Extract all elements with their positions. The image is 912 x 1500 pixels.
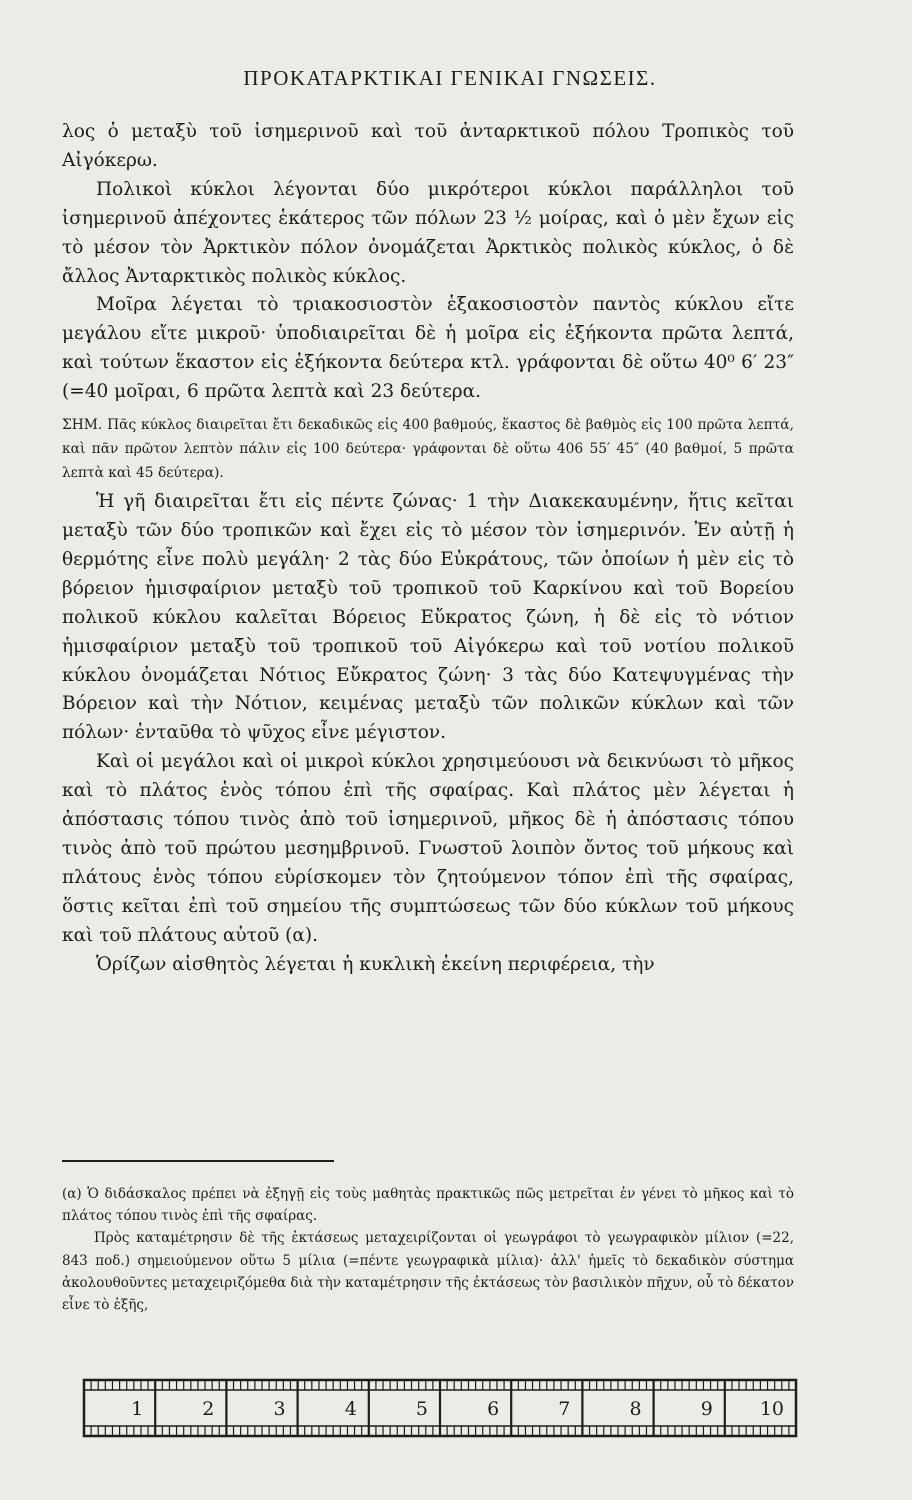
ruler-label: 5 xyxy=(415,1398,428,1420)
main-text xyxy=(62,118,794,979)
ruler-label: 3 xyxy=(273,1398,286,1420)
decimal-ruler xyxy=(80,1362,800,1452)
ruler-label: 10 xyxy=(759,1398,784,1420)
ruler-label: 8 xyxy=(629,1398,642,1420)
paragraph-polar-circles: Πολικοὶ κύκλοι λέγονται δύο μικρότεροι κύκλοι παράλληλοι τοῦ ἰσημερινοῦ ἀπέχοντες ἑκάτερος τῶν πόλων 23 ½ μοίρας, καὶ ὁ μὲν ἔχων εἰς τὸ μέσον τὸν Ἀρκτικὸν πόλον ὀνομάζεται Ἀρκτικὸς πολικὸς κύκλος, ὁ δὲ ἄλλος Ἀνταρκτικὸς πολικὸς κύκλος. xyxy=(62,178,794,287)
footnote-a: (α) Ὁ διδάσκαλος πρέπει νὰ ἐξηγῇ εἰς τοὺς μαθητὰς πρακτικῶς πῶς μετρεῖται ἐν γένει τὸ μῆκος καὶ τὸ πλάτος τόπου τινὸς ἐπὶ τῆς σφαίρας. xyxy=(62,1186,794,1225)
note-decimal-division: ΣΗΜ. Πᾶς κύκλος διαιρεῖται ἔτι δεκαδικῶς εἰς 400 βαθμούς, ἕκαστος δὲ βαθμὸς εἰς 100 πρῶτα λεπτά, καὶ πᾶν πρῶτον λεπτὸν πάλιν εἰς 100 δεύτερα· γράφονται δὲ οὕτω 406 55′ 45″ (40 βαθμοί, 5 πρῶτα λεπτὰ καὶ 45 δεύτερα). xyxy=(62,417,794,482)
footnote-divider xyxy=(62,1160,334,1162)
paragraph-horizon: Ὁρίζων αἰσθητὸς λέγεται ἡ κυκλικὴ ἐκείνη περιφέρεια, τὴν xyxy=(96,953,655,975)
footnotes xyxy=(62,1183,794,1316)
ruler-label: 4 xyxy=(344,1398,357,1420)
paragraph-zones: Ἡ γῆ διαιρεῖται ἔτι εἰς πέντε ζώνας· 1 τὴν Διακεκαυμένην, ἥτις κεῖται μεταξὺ τῶν δύο τροπικῶν καὶ ἔχει εἰς τὸ μέσον τὸν ἰσημερινόν. Ἐν αὐτῇ ἡ θερμότης εἶνε πολὺ μεγάλη· 2 τὰς δύο Εὐκράτους, τῶν ὁποίων ἡ μὲν εἰς τὸ βόρειον ἡμισφαίριον μεταξὺ τοῦ τροπικοῦ τοῦ Καρκίνου καὶ τοῦ Βορείου πολικοῦ κύκλου καλεῖται Βόρειος Εὔκρατος ζώνη, ἡ δὲ εἰς τὸ νότιον ἡμισφαίριον μεταξὺ τοῦ τροπικοῦ τοῦ Αἰγόκερω καὶ τοῦ νοτίου πολικοῦ κύκλου ὀνομάζεται Νότιος Εὔκρατος ζώνη· 3 τὰς δύο Κατεψυγμένας τὴν Βόρειον καὶ τὴν Νότιον, κειμένας μεταξὺ τῶν πολικῶν κύκλων καὶ τῶν πόλων· ἐνταῦθα τὸ ψῦχος εἶνε μέγιστον. xyxy=(62,491,794,744)
footnote-measurement: Πρὸς καταμέτρησιν δὲ τῆς ἐκτάσεως μεταχειρίζονται οἱ γεωγράφοι τὸ γεωγραφικὸν μίλιον (=22, 843 ποδ.) σημειούμενον οὕτω 5 μίλια (=πέντε γεωγραφικὰ μίλια)· ἀλλ' ἡμεῖς τὸ δεκαδικὸν σύστημα ἀκολουθοῦντες μεταχειριζόμεθα διὰ τὴν καταμέτρησιν τῆς ἐκτάσεως τὸν βασιλικὸν πῆχυν, οὗ τὸ δέκατον εἶνε τὸ ἑξῆς, xyxy=(62,1230,794,1314)
ruler-label: 6 xyxy=(487,1398,500,1420)
ruler-label: 7 xyxy=(558,1398,571,1420)
ruler-figure xyxy=(80,1362,800,1452)
ruler-label: 1 xyxy=(131,1398,144,1420)
paragraph-tropic-capricorn: λος ὁ μεταξὺ τοῦ ἰσημερινοῦ καὶ τοῦ ἀνταρκτικοῦ πόλου Τροπικὸς τοῦ Αἰγόκερω. xyxy=(62,121,794,171)
ruler-label: 2 xyxy=(202,1398,215,1420)
page-header: ΠΡΟΚΑΤΑΡΚΤΙΚΑΙ ΓΕΝΙΚΑΙ ΓΝΩΣΕΙΣ. xyxy=(243,66,657,90)
paragraph-longitude-latitude: Καὶ οἱ μεγάλοι καὶ οἱ μικροὶ κύκλοι χρησιμεύουσι νὰ δεικνύωσι τὸ μῆκος καὶ τὸ πλάτος ἑνὸς τόπου ἐπὶ τῆς σφαίρας. Καὶ πλάτος μὲν λέγεται ἡ ἀπόστασις τόπου τινὸς ἀπὸ τοῦ ἰσημερινοῦ, μῆκος δὲ ἡ ἀπόστασις τόπου τινὸς ἀπὸ τοῦ πρώτου μεσημβρινοῦ. Γνωστοῦ λοιπὸν ὄντος τοῦ μήκους καὶ πλάτους ἑνὸς τόπου εὑρίσκομεν τὸν ζητούμενον τόπον ἐπὶ τῆς σφαίρας, ὅστις κεῖται ἐπὶ τοῦ σημείου τῆς συμπτώσεως τῶν δύο κύκλων τοῦ μήκους καὶ τοῦ πλάτους αὐτοῦ (α). xyxy=(62,751,794,946)
ruler-label: 9 xyxy=(700,1398,713,1420)
paragraph-degree: Μοῖρα λέγεται τὸ τριακοσιοστὸν ἑξακοσιοστὸν παντὸς κύκλου εἴτε μεγάλου εἴτε μικροῦ· ὑποδιαιρεῖται δὲ ἡ μοῖρα εἰς ἑξήκοντα πρῶτα λεπτά, καὶ τούτων ἕκαστον εἰς ἑξήκοντα δεύτερα κτλ. γράφονται δὲ οὕτω 40⁰ 6′ 23″ (=40 μοῖραι, 6 πρῶτα λεπτὰ καὶ 23 δεύτερα. xyxy=(62,294,794,403)
